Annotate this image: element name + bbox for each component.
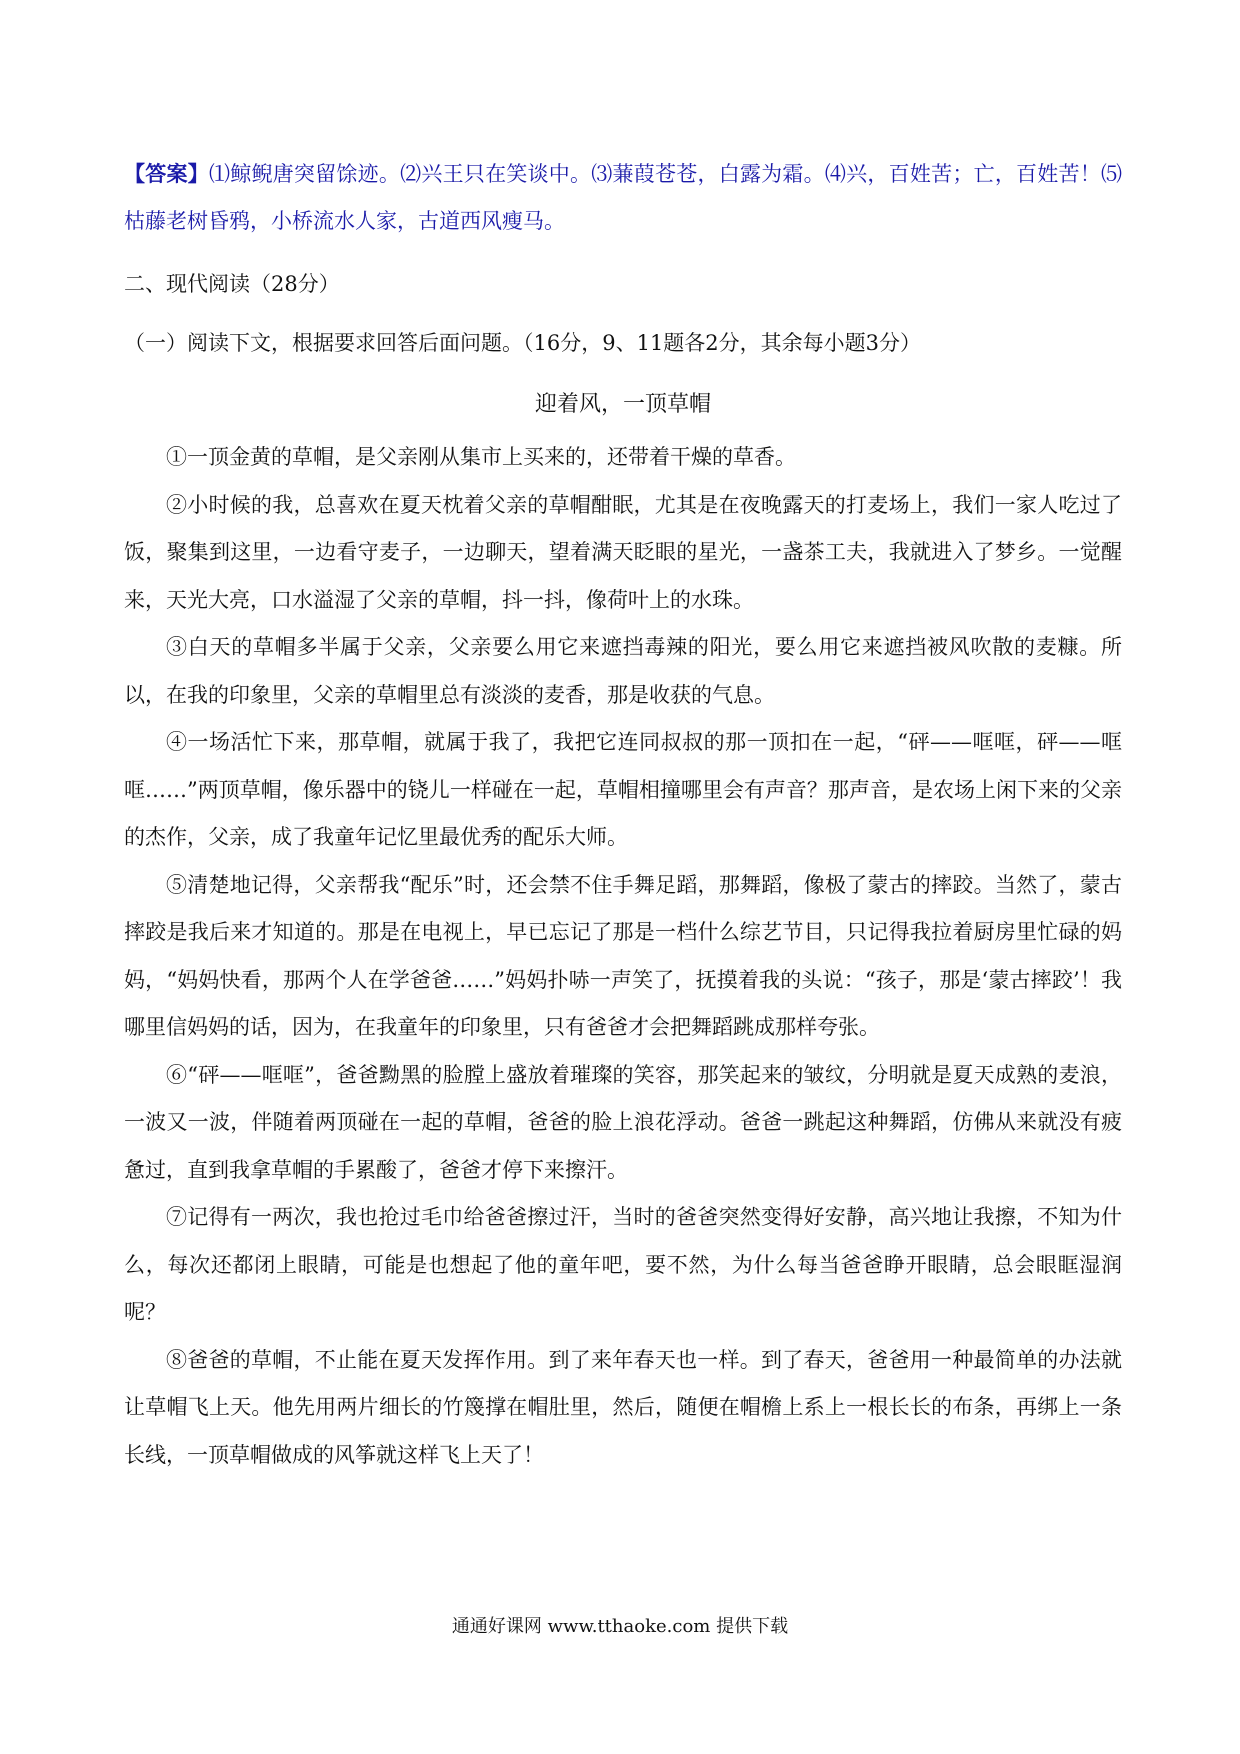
page-footer: 通通好课网 www.tthaoke.com 提供下载 [451, 1616, 789, 1637]
section-heading: 二、现代阅读（28分） [124, 272, 340, 296]
article-paragraph: ⑦记得有一两次，我也抢过毛巾给爸爸擦过汗，当时的爸爸突然变得好安静，高兴地让我擦，不知为什么，每次还都闭上眼睛，可能是也想起了他的童年吧，要不然，为什么每当爸爸睁开眼睛，总会眼眶湿润呢？ [124, 1205, 1122, 1324]
subsection-heading: （一）阅读下文，根据要求回答后面问题。（16分，9、11题各2分，其余每小题3分） [124, 331, 922, 355]
article-title: 迎着风，一顶草帽 [534, 392, 711, 417]
article-paragraph: ②小时候的我，总喜欢在夏天枕着父亲的草帽酣眠，尤其是在夜晚露天的打麦场上，我们一家人吃过了饭，聚集到这里，一边看守麦子，一边聊天，望着满天眨眼的星光，一盏茶工夫，我就进入了梦乡。一觉醒来，天光大亮，口水溢湿了父亲的草帽，抖一抖，像荷叶上的水珠。 [124, 492, 1122, 612]
article-paragraph: ⑤清楚地记得，父亲帮我“配乐”时，还会禁不住手舞足蹈，那舞蹈，像极了蒙古的摔跤。当然了，蒙古摔跤是我后来才知道的。那是在电视上，早已忘记了那是一档什么综艺节目，只记得我拉着厨房里忙碌的妈妈，“妈妈快看，那两个人在学爸爸……”妈妈扑哧一声笑了，抚摸着我的头说：“孩子，那是‘蒙古摔跤’！我哪里信妈妈的话，因为，在我童年的印象里，只有爸爸才会把舞蹈跳成那样夸张。 [124, 872, 1122, 1039]
document-page [124, 150, 1122, 1479]
article-paragraph: ①一顶金黄的草帽，是父亲刚从集市上买来的，还带着干燥的草香。 [166, 445, 796, 469]
answer-label: 【答案】 [124, 161, 209, 186]
article-paragraph: ④一场活忙下来，那草帽，就属于我了，我把它连同叔叔的那一顶扣在一起，“砰——哐哐，砰——哐哐……”两顶草帽，像乐器中的铙儿一样碰在一起，草帽相撞哪里会有声音？那声音，是农场上闲下来的父亲的杰作，父亲，成了我童年记忆里最优秀的配乐大师。 [124, 730, 1122, 849]
article-paragraph: ⑥“砰——哐哐”，爸爸黝黑的脸膛上盛放着璀璨的笑容，那笑起来的皱纹，分明就是夏天成熟的麦浪，一波又一波，伴随着两顶碰在一起的草帽，爸爸的脸上浪花浮动。爸爸一跳起这种舞蹈，仿佛从来就没有疲惫过，直到我拿草帽的手累酸了，爸爸才停下来擦汗。 [124, 1062, 1122, 1182]
answer-text: ⑴鲸鲵唐突留馀迹。⑵兴王只在笑谈中。⑶蒹葭苍苍，白露为霜。⑷兴，百姓苦；亡，百姓苦！⑸枯藤老树昏鸦，小桥流水人家，古道西风瘦马。 [124, 162, 1123, 233]
article-paragraph: ⑧爸爸的草帽，不止能在夏天发挥作用。到了来年春天也一样。到了春天，爸爸用一种最简单的办法就让草帽飞上天。他先用两片细长的竹篾撑在帽肚里，然后，随便在帽檐上系上一根长长的布条，再绑上一条长线，一顶草帽做成的风筝就这样飞上天了！ [124, 1347, 1122, 1467]
article-paragraph: ③白天的草帽多半属于父亲，父亲要么用它来遮挡毒辣的阳光，要么用它来遮挡被风吹散的麦糠。所以，在我的印象里，父亲的草帽里总有淡淡的麦香，那是收获的气息。 [124, 635, 1122, 707]
answer-block [124, 150, 1122, 245]
